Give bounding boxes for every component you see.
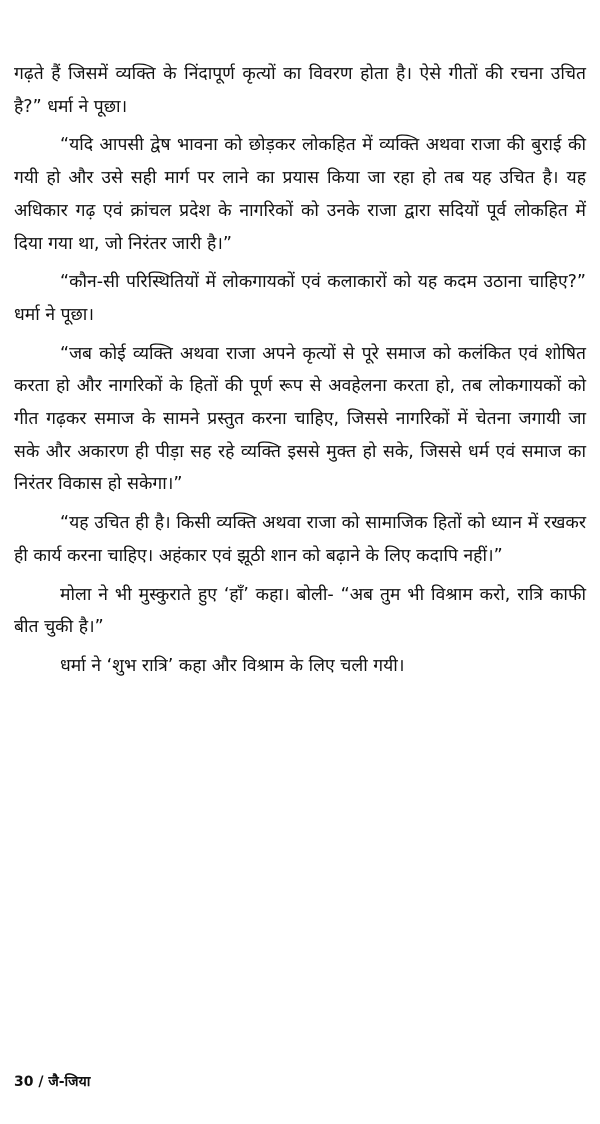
- footer-separator: /: [38, 1074, 44, 1090]
- paragraph-3: “कौन-सी परिस्थितियों में लोकगायकों एवं कलाकारों को यह कदम उठाना चाहिए?” धर्मा ने पूछा।: [14, 272, 586, 325]
- paragraph-4: “जब कोई व्यक्ति अथवा राजा अपने कृत्यों से पूरे समाज को कलंकित एवं शोषित करता हो और नागरिकों के हितों की पूर्ण रूप से अवहेलना करता हो, तब लोकगायकों को गीत गढ़कर समाज के सामने प्रस्तुत करना चाहिए, जिससे नागरिकों में चेतना जगायी जा सके और अकारण ही पीड़ा सह रहे व्यक्ति इससे मुक्त हो सके, जिससे धर्म एवं समाज का निरंतर विकास हो सकेगा।”: [14, 343, 586, 495]
- page-number: 30: [14, 1074, 34, 1090]
- paragraph-2: “यदि आपसी द्वेष भावना को छोड़कर लोकहित में व्यक्ति अथवा राजा की बुराई की गयी हो और उसे सही मार्ग पर लाने का प्रयास किया जा रहा हो तब यह उचित है। यह अधिकार गढ़ एवं क्रांचल प्रदेश के नागरिकों को उनके राजा द्वारा सदियों पूर्व लोकहित में दिया गया था, जो निरंतर जारी है।”: [14, 135, 586, 254]
- paragraph-5: “यह उचित ही है। किसी व्यक्ति अथवा राजा को सामाजिक हितों को ध्यान में रखकर ही कार्य करना चाहिए। अहंकार एवं झूठी शान को बढ़ाने के लिए कदापि नहीं।”: [14, 513, 586, 566]
- paragraph-6: मोला ने भी मुस्कुराते हुए ‘हाँ’ कहा। बोली- “अब तुम भी विश्राम करो, रात्रि काफी बीत चुकी है।”: [14, 584, 586, 638]
- page-footer: [14, 1072, 90, 1091]
- body-text: [14, 58, 586, 689]
- book-title: जै-जिया: [48, 1074, 91, 1090]
- paragraph-1: गढ़ते हैं जिसमें व्यक्ति के निंदापूर्ण कृत्यों का विवरण होता है। ऐसे गीतों की रचना उचित है?” धर्मा ने पूछा।: [14, 64, 586, 117]
- paragraph-7: धर्मा ने ‘शुभ रात्रि’ कहा और विश्राम के लिए चली गयी।: [60, 655, 405, 676]
